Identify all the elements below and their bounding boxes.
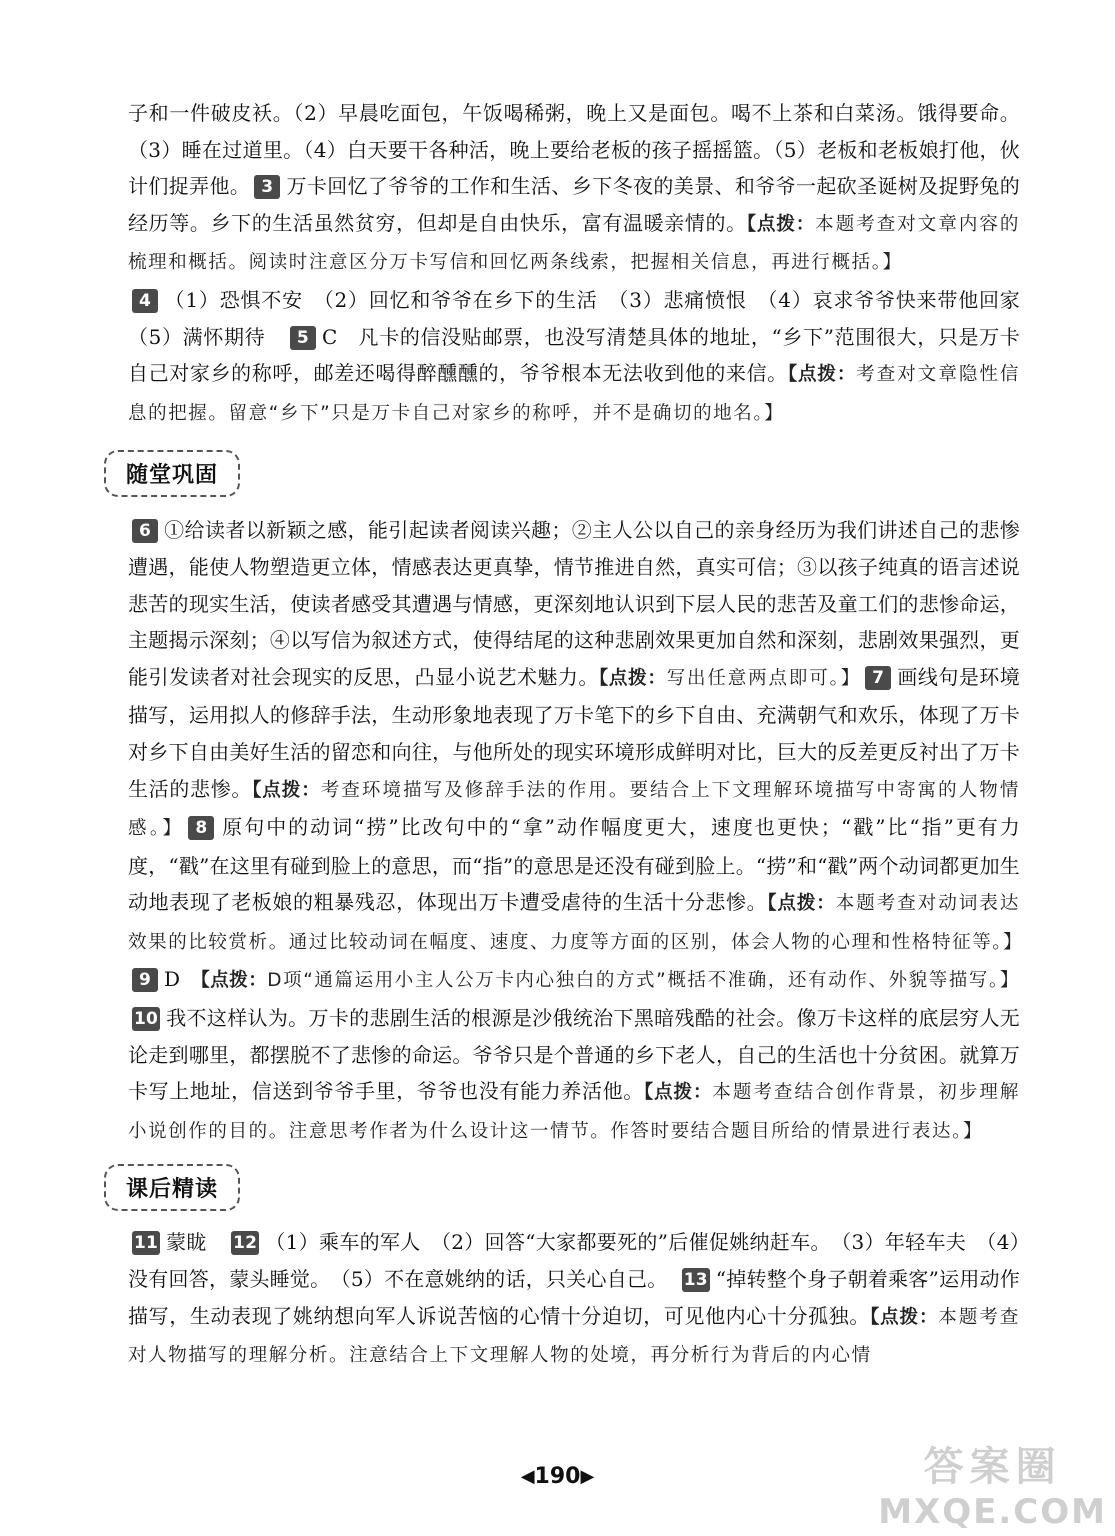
left-arrow-icon: ◀ (520, 1466, 535, 1487)
question-number-badge: 3 (254, 175, 280, 199)
watermark-logo (878, 1435, 1107, 1532)
section-heading: 随堂巩固 (104, 450, 240, 497)
answer-paragraph (128, 512, 1024, 961)
hint-label: 【点拨： (200, 970, 268, 992)
answer-text: ①给读者以新颖之感，能引起读者阅读兴趣；②主人公以自己的亲身经历为我们讲述自己的悲惨遭遇，能使人物塑造更立体，情感表达更真挚，情节推进自然，真实可信；③以孩子纯真的语言述说悲苦的现实生活，使读者感受其遭遇与情感，更深刻地认识到下层人民的悲苦及童工们的悲惨命运，主题揭示深刻；④以写信为叙述方式，使得结尾的这种悲剧效果更加自然和深刻，悲剧效果强烈，更能引发读者对社会现实的反思，凸显小说艺术魅力。 (128, 518, 1020, 689)
hint-text: 考查环境描写及修辞手法的作用。要结合上下文理解环境描写中寄寓的人物情感。】 (128, 779, 1020, 840)
hint-label: 【点拨： (598, 667, 667, 689)
answer-paragraph (128, 961, 1020, 1150)
answer-text: 我不这样认为。万卡的悲剧生活的根源是沙俄统治下黑暗残酷的社会。像万卡这样的底层穷人无论走到哪里，都摆脱不了悲惨的命运。爷爷只是个普通的乡下老人，自己的生活也十分贫困。就算万卡写上地址，信送到爷爷手里，爷爷也没有能力养活他。 (128, 1006, 1020, 1104)
section-heading: 课后精读 (104, 1164, 240, 1211)
answer-text: C 凡卡的信没贴邮票，也没写清楚具体的地址，“乡下”范围很大，只是万卡自己对家乡的称呼，邮差还喝得醉醺醺的，爷爷根本无法收到他的来信。 (128, 324, 1020, 386)
hint-label: 【点拨： (787, 364, 857, 386)
hint-text: 本题考查对人物描写的理解分析。注意结合上下文理解人物的处境，再分析行为背后的内心情 (128, 1306, 1020, 1367)
question-number-badge: 13 (683, 1270, 708, 1291)
answer-page (126, 95, 1041, 1375)
section-heading-wrapper (104, 432, 1020, 512)
question-number-badge: 11 (134, 1233, 159, 1254)
answer-paragraph (128, 95, 1020, 282)
answer-text: 蒙眬 (166, 1230, 228, 1255)
hint-note (599, 668, 861, 689)
answer-text: 原句中的动词“捞”比改句中的“拿”动作幅度更大，速度也更快；“戳”比“指”更有力度，“戳”在这里有碰到脸上的意思，而“指”的意思是还没有碰到脸上。“捞”和“戳”两个动词都更加生动地表现了老板娘的粗暴残忍，体现出万卡遭受虐待的生活十分悲惨。 (128, 815, 1020, 915)
question-number-badge: 5 (290, 326, 316, 350)
question-number-badge: 8 (188, 816, 214, 840)
page-number: 190 (534, 1464, 581, 1489)
right-arrow-icon: ▶ (580, 1466, 595, 1487)
question-number-badge: 12 (233, 1233, 258, 1254)
hint-text: 本题考查对文章内容的梳理和概括。阅读时注意区分万卡写信和回忆两条线索，把握相关信息，再进行概括。】 (128, 213, 1020, 274)
question-number-badge: 10 (134, 1009, 159, 1030)
hint-text: D项“通篇运用小主人公万卡内心独白的方式”概括不准确，还有动作、外貌等描写。】 (267, 970, 1020, 992)
answer-text: 子和一件破皮袄。（2）早晨吃面包，午饭喝稀粥，晚上又是面包。喝不上茶和白菜汤。饿得要命。（3）睡在过道里。（4）白天要干各种活，晚上要给老板的孩子摇摇篮。（5）老板和老板娘打他，伙计们捉弄他。 (128, 101, 1020, 199)
hint-text: 本题考查结合创作背景，初步理解小说创作的目的。注意思考作者为什么设计这一情节。作答时要结合题目所给的情景进行表达。】 (128, 1082, 1020, 1142)
answer-text: D (164, 967, 201, 992)
hint-label: 【点拨： (746, 213, 816, 235)
answer-text: 画线句是环境描写，运用拟人的修辞手法，生动形象地表现了万卡笔下的乡下自由、充满朝气和欢乐，体现了万卡对乡下自由美好生活的留恋和向往，与他所处的现实环境形成鲜明对比，巨大的反差更反衬出了万卡生活的悲惨。 (128, 664, 1020, 801)
hint-text: 本题考查对动词表达效果的比较赏析。通过比较动词在幅度、速度、力度等方面的区别，体会人物的心理和性格特征等。】 (128, 893, 1024, 953)
watermark-top: 答案圈 (923, 1444, 1062, 1490)
answer-paragraph (128, 282, 1041, 432)
watermark-bottom: MXQE.COM (878, 1492, 1107, 1532)
hint-text: 考查对文章隐性信息的把握。留意“乡下”只是万卡自己对家乡的称呼，并不是确切的地名。】 (128, 364, 1020, 424)
question-number-badge: 6 (132, 519, 158, 543)
answer-text: （1）恐惧不安 （2）回忆和爷爷在乡下的生活 （3）悲痛愤恨 （4）哀求爷爷快来带他回家 （5）满怀期待 (128, 287, 1041, 349)
answer-text: “掉转整个身子朝着乘客”运用动作描写，生动表现了姚纳想向军人诉说苦恼的心情十分迫切，可见他内心十分孤独。 (128, 1267, 1020, 1328)
question-number-badge: 4 (132, 289, 158, 313)
answer-text: （1）乘车的军人 （2）回答“大家都要死的”后催促姚纳赶车。 （3）年轻车夫 （4）没有回答，蒙头睡觉。 （5）不在意姚纳的话，只关心自己。 (128, 1230, 1021, 1292)
answer-paragraph (128, 1224, 1020, 1374)
answer-text: 万卡回忆了爷爷的工作和生活、乡下冬夜的美景、和爷爷一起砍圣诞树及捉野兔的经历等。乡下的生活虽然贫穷，但却是自由快乐，富有温暖亲情的。 (128, 174, 1021, 235)
hint-text: 写出任意两点即可。】 (666, 667, 862, 689)
hint-note (200, 970, 1020, 991)
hint-label: 【点拨： (252, 779, 321, 801)
question-number-badge: 7 (865, 666, 891, 690)
section-heading-wrapper (104, 1150, 1020, 1224)
hint-label: 【点拨： (767, 893, 836, 915)
hint-label: 【点拨： (869, 1306, 939, 1328)
hint-label: 【点拨： (643, 1082, 713, 1104)
question-number-badge: 9 (132, 968, 158, 992)
